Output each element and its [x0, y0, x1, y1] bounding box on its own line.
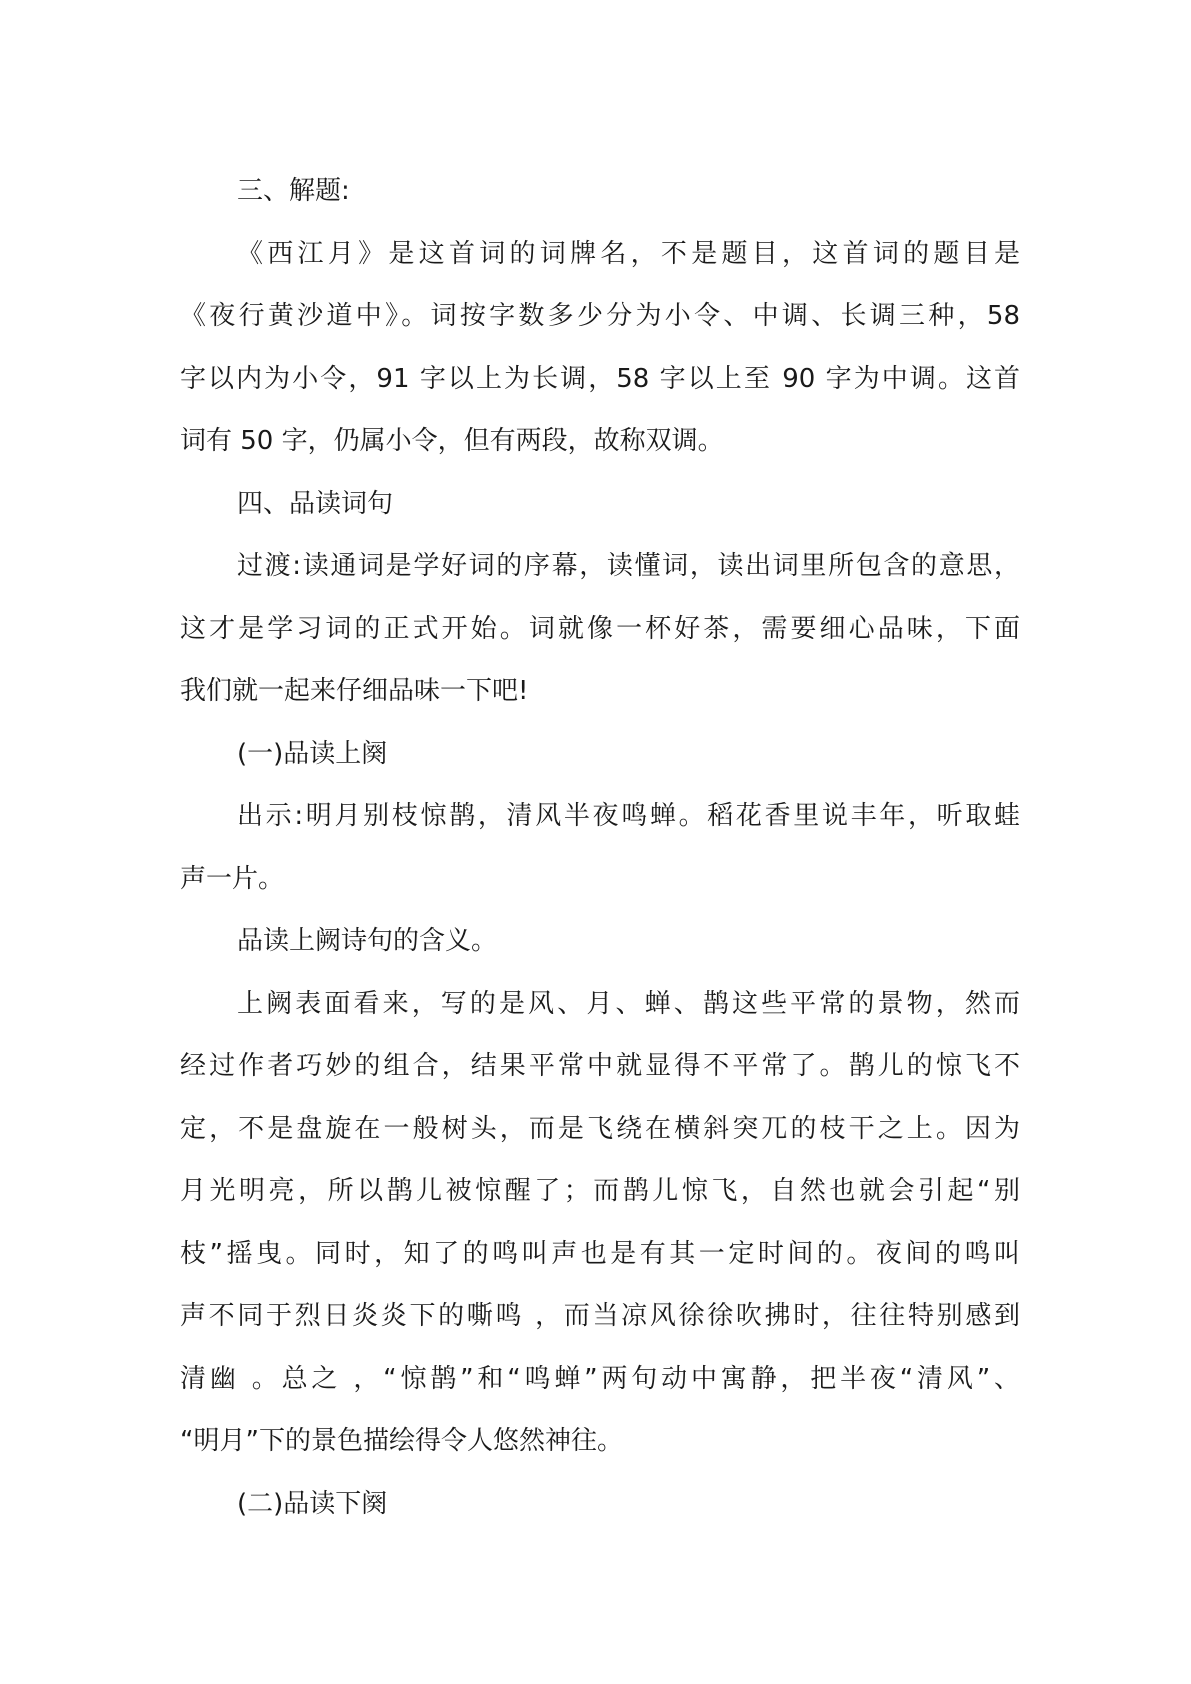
paragraph-line: 出示:明月别枝惊鹊，清风半夜鸣蝉。稻花香里说丰年，听取蛙	[237, 801, 1020, 831]
paragraph-line: 枝”摇曳。同时，知了的鸣叫声也是有其一定时间的。夜间的鸣叫	[180, 1238, 1020, 1269]
document-page	[180, 160, 1020, 1535]
paragraph-line: 过渡:读通词是学好词的序幕，读懂词，读出词里所包含的意思，	[237, 551, 1020, 581]
paragraph-line: 清幽 。总之 ，“惊鹊”和“鸣蝉”两句动中寓静，把半夜“清风”、	[180, 1363, 1020, 1394]
paragraph-line: 上阙表面看来，写的是风、月、蝉、鹊这些平常的景物，然而	[237, 988, 1020, 1019]
paragraph-line: 经过作者巧妙的组合，结果平常中就显得不平常了。鹊儿的惊飞不	[180, 1051, 1020, 1081]
paragraph-line: 词有 50 字，仍属小令，但有两段，故称双调。	[180, 426, 724, 456]
heading-jieti: 三、解题:	[237, 176, 350, 206]
paragraph-line: 《夜行黄沙道中》。词按字数多少分为小令、中调、长调三种，58	[180, 301, 1020, 331]
paragraph-line: “明月”下的景色描绘得令人悠然神往。	[180, 1426, 623, 1456]
subheading-xiaque: (二)品读下阕	[237, 1488, 388, 1519]
paragraph-line: 定，不是盘旋在一般树头，而是飞绕在横斜突兀的枝干之上。因为	[180, 1113, 1020, 1144]
paragraph-line: 我们就一起来仔细品味一下吧!	[180, 676, 529, 706]
paragraph-line: 月光明亮，所以鹊儿被惊醒了；而鹊儿惊飞，自然也就会引起“别	[180, 1176, 1020, 1206]
paragraph-line: 声不同于烈日炎炎下的嘶鸣 ，而当凉风徐徐吹拂时，往往特别感到	[180, 1301, 1020, 1331]
paragraph-line: 这才是学习词的正式开始。词就像一杯好茶，需要细心品味，下面	[180, 613, 1020, 644]
paragraph-line: 声一片。	[180, 863, 285, 894]
paragraph-line: 品读上阙诗句的含义。	[237, 926, 498, 956]
paragraph-line: 字以内为小令，91 字以上为长调，58 字以上至 90 字为中调。这首	[180, 363, 1020, 394]
subheading-shangque: (一)品读上阕	[237, 738, 388, 769]
paragraph-line: 《西江月》是这首词的词牌名，不是题目，这首词的题目是	[237, 238, 1020, 269]
heading-pindu-ciju: 四、品读词句	[237, 488, 394, 519]
